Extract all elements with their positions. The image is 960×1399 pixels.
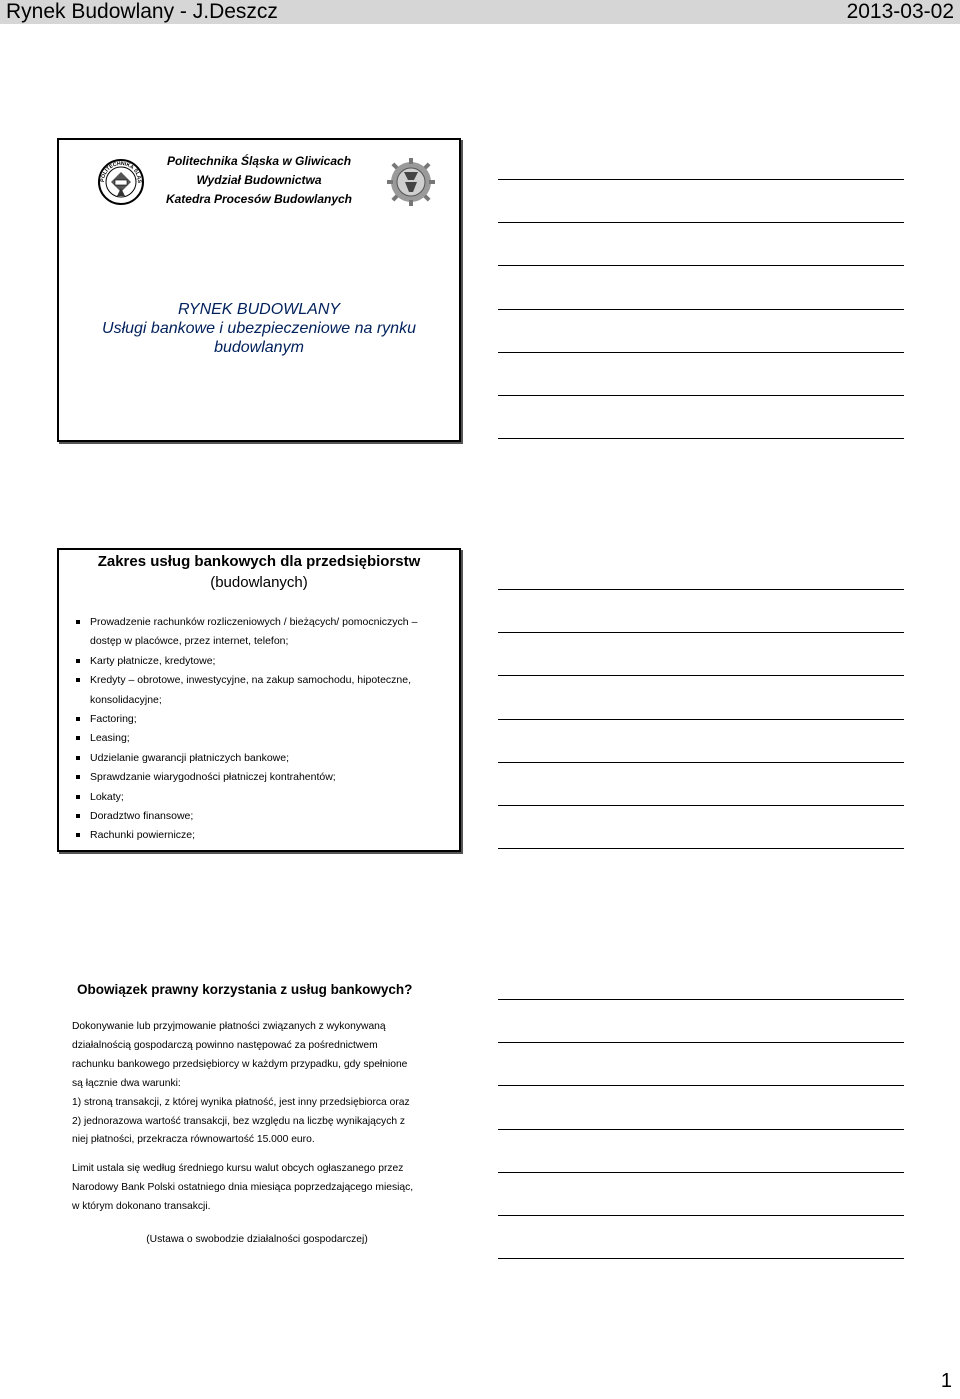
text-line: w którym dokonano transakcji. (72, 1200, 211, 1212)
slide-legal-obligation (57, 958, 457, 1258)
document-title: Rynek Budowlany - J.Deszcz (6, 0, 278, 23)
slide-heading: Obowiązek prawny korzystania z usług bankowych? (77, 982, 413, 997)
note-line (498, 1129, 904, 1130)
text-line: niej płatności, przekracza równowartość 15.000 euro. (72, 1134, 315, 1146)
slide-heading (59, 551, 459, 593)
institution-name (59, 152, 459, 209)
note-line (498, 1258, 904, 1259)
page-number: 1 (940, 1370, 952, 1392)
text-line: rachunku bankowego przedsiębiorcy w każdym przypadku, gdy spełnione (72, 1058, 408, 1070)
seal-text: POLITECHNIKA ŚLĄS (99, 160, 143, 184)
note-line (498, 632, 904, 633)
text-line: działalnością gospodarczą powinno następować za pośrednictwem (72, 1039, 378, 1051)
note-line (498, 352, 904, 353)
list-item: Factoring; (73, 710, 445, 729)
source-citation: (Ustawa o swobodzie działalności gospodarczej) (146, 1234, 368, 1245)
title-line: RYNEK BUDOWLANY (177, 301, 341, 318)
legal-paragraph (72, 1018, 442, 1150)
faculty-name: Wydział Budownictwa (196, 173, 322, 187)
text-line: są łącznie dwa warunki: (72, 1077, 181, 1089)
presentation-title (59, 300, 459, 357)
list-item: Lokaty; (73, 788, 445, 807)
note-line (498, 395, 904, 396)
title-line: Usługi bankowe i ubezpieczeniowe na rynku (102, 320, 416, 337)
note-line (498, 265, 904, 266)
note-line (498, 1085, 904, 1086)
note-line (498, 1215, 904, 1216)
university-name: Politechnika Śląska w Gliwicach (166, 154, 352, 168)
slide-heading-line: Zakres usług bankowych dla przedsiębiorstw (97, 553, 421, 570)
note-line (498, 719, 904, 720)
note-line (498, 309, 904, 310)
limit-paragraph (72, 1160, 442, 1217)
note-line (498, 1172, 904, 1173)
text-line: Dokonywanie lub przyjmowanie płatności związanych z wykonywaną (72, 1021, 386, 1032)
list-item: Prowadzenie rachunków rozliczeniowych / bieżących/ pomocniczych – dostęp w placówce, przez internet, telefon; (73, 613, 445, 652)
note-line (498, 179, 904, 180)
list-item: Karty płatnicze, kredytowe; (73, 652, 445, 671)
note-line (498, 999, 904, 1000)
list-item: Leasing; (73, 729, 445, 748)
text-line: 1) stroną transakcji, z której wynika płatność, jest inny przedsiębiorca oraz (72, 1096, 410, 1108)
services-list (73, 613, 445, 846)
slide-subheading: (budowlanych) (210, 574, 308, 591)
list-item: Sprawdzanie wiarygodności płatniczej kontrahentów; (73, 768, 445, 787)
department-name: Katedra Procesów Budowlanych (165, 192, 353, 206)
text-line: Narodowy Bank Polski ostatniego dnia miesiąca poprzedzającego miesiąc, (72, 1181, 414, 1193)
note-line (498, 675, 904, 676)
document-date: 2013-03-02 (846, 0, 954, 23)
text-line: Limit ustala się według średniego kursu walut obcych ogłaszanego przez (72, 1163, 404, 1174)
page-header (0, 0, 960, 24)
slide-banking-services (57, 548, 461, 852)
list-item: Udzielanie gwarancji płatniczych bankowe; (73, 749, 445, 768)
list-item: Doradztwo finansowe; (73, 807, 445, 826)
note-line (498, 1042, 904, 1043)
list-item: Kredyty – obrotowe, inwestycyjne, na zakup samochodu, hipoteczne, konsolidacyjne; (73, 671, 445, 710)
note-line (498, 589, 904, 590)
note-line (498, 762, 904, 763)
text-line: 2) jednorazowa wartość transakcji, bez względu na liczbę wynikających z (72, 1115, 406, 1127)
title-line: budowlanym (214, 339, 304, 356)
note-line (498, 848, 904, 849)
list-item: Rachunki powiernicze; (73, 826, 445, 845)
note-line (498, 805, 904, 806)
note-line (498, 222, 904, 223)
slide-title (57, 138, 461, 442)
note-line (498, 438, 904, 439)
